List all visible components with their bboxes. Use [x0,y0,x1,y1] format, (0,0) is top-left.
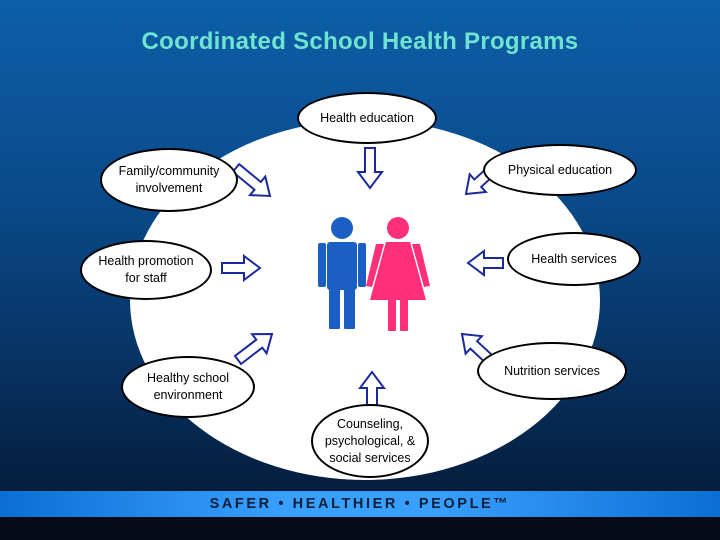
arrow-from-healthy-school-environment [235,334,272,364]
arrow-from-health-education [358,148,382,188]
bottom-strip [0,517,720,540]
node-counseling: Counseling, psychological, & social services [311,404,429,478]
slide-title: Coordinated School Health Programs [141,28,579,55]
node-nutrition-services: Nutrition services [477,342,627,400]
male-figure-icon [318,217,366,329]
node-healthy-school-environment: Healthy school environment [121,356,255,418]
node-health-education: Health education [297,92,437,144]
node-health-services: Health services [507,232,641,286]
footer-tagline: SAFER • HEALTHIER • PEOPLE™ [209,496,511,512]
arrow-from-family-community [233,164,270,196]
female-figure-icon [366,217,430,331]
node-physical-education: Physical education [483,144,637,196]
arrow-from-health-promotion-staff [222,256,260,280]
arrow-from-counseling [360,372,384,408]
node-health-promotion-staff: Health promotion for staff [80,240,212,300]
arrow-from-health-services [468,251,503,275]
node-family-community: Family/community involvement [100,148,238,212]
